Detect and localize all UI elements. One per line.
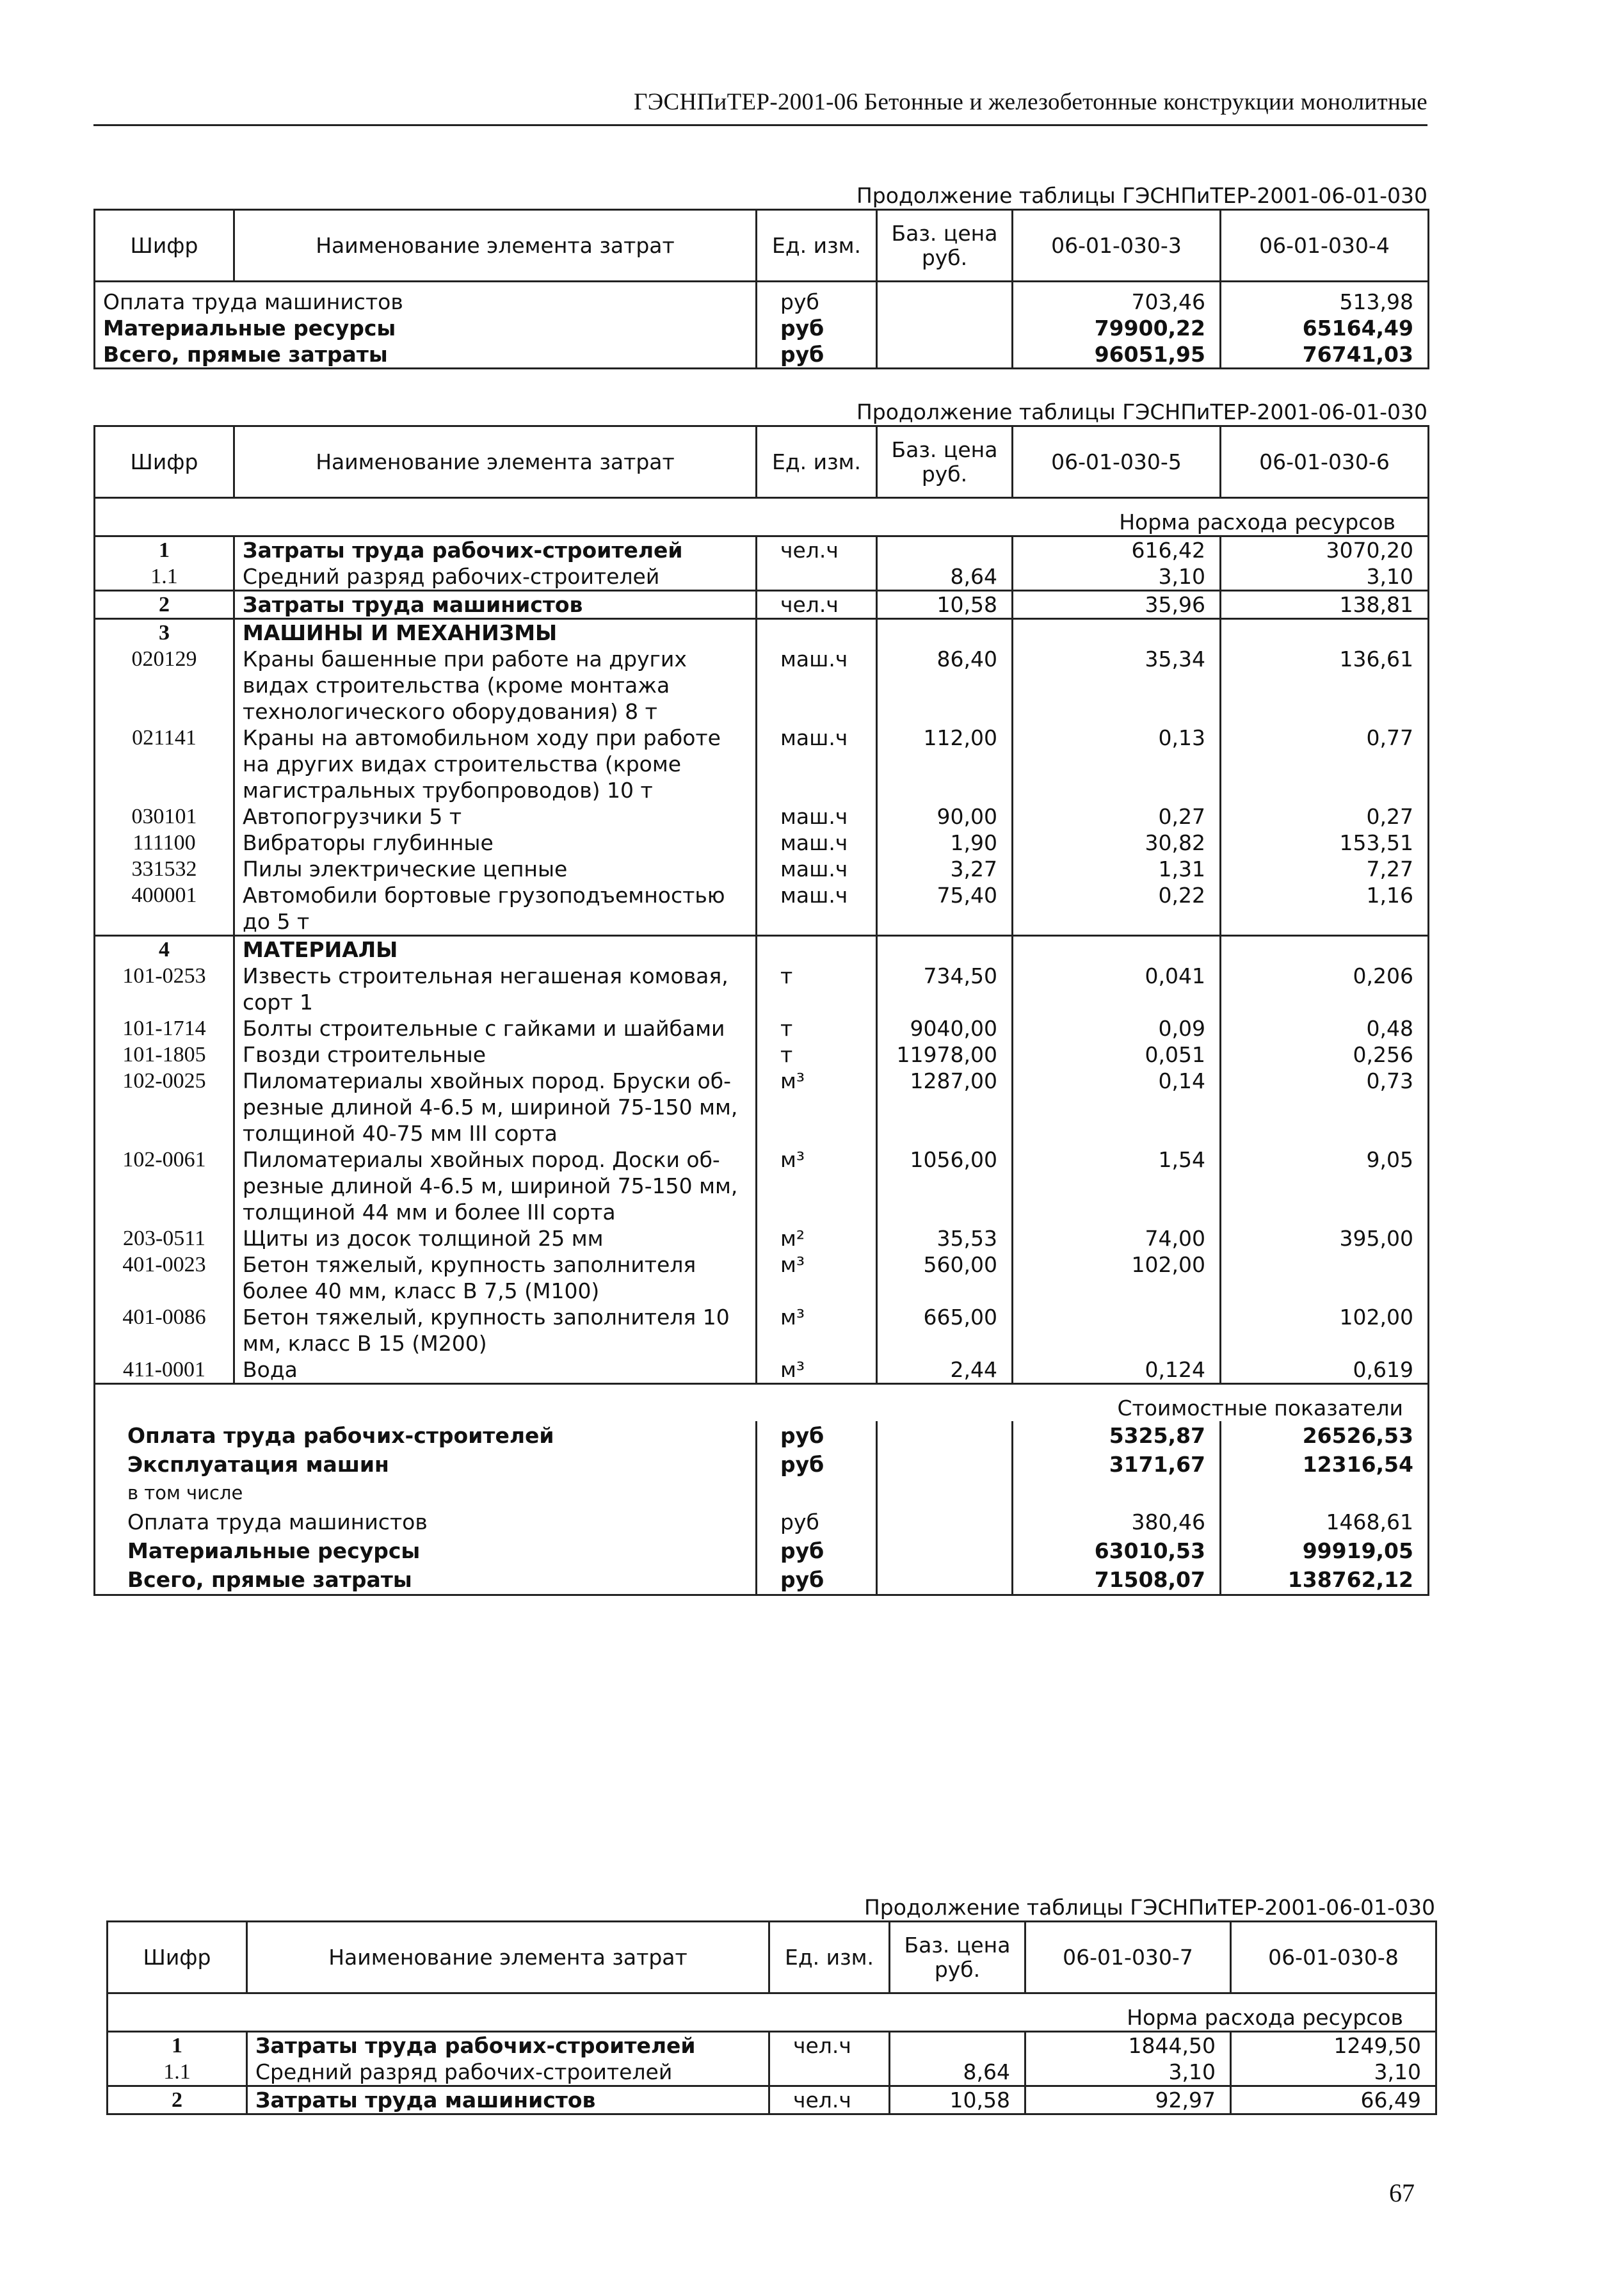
row-unit: чел.ч [757, 536, 877, 564]
row-unit [757, 619, 877, 647]
row-value-1: 0,041 [1013, 963, 1221, 1015]
row-unit: руб [757, 1421, 877, 1450]
row-name: Эксплуатация машин [95, 1450, 757, 1479]
row-code: 2 [108, 2086, 247, 2114]
row-unit: маш.ч [757, 830, 877, 856]
row-value-2: 0,48 [1221, 1015, 1429, 1042]
row-unit [757, 936, 877, 963]
row-price: 112,00 [877, 725, 1013, 803]
row-price: 11978,00 [877, 1042, 1013, 1068]
row-code: 203-0511 [95, 1225, 234, 1252]
row-price [877, 341, 1013, 369]
row-value-1: 0,14 [1013, 1068, 1221, 1147]
row-value-2: 513,98 [1221, 282, 1429, 316]
running-header: ГЭСНПиТЕР-2001-06 Бетонные и железобетонные конструкции монолитные [634, 89, 1427, 115]
row-value-1: 3,10 [1013, 563, 1221, 591]
row-unit: м³ [757, 1252, 877, 1304]
row-value-1: 71508,07 [1013, 1565, 1221, 1595]
row-value-1 [1013, 936, 1221, 963]
row-price: 35,53 [877, 1225, 1013, 1252]
row-code: 102-0025 [95, 1068, 234, 1147]
table2 [93, 425, 1429, 1596]
table1-header-row [95, 210, 1429, 282]
row-price: 8,64 [890, 2059, 1025, 2086]
row-value-1: 5325,87 [1013, 1421, 1221, 1450]
row-value-2 [1221, 1479, 1429, 1508]
row-price [877, 1508, 1013, 1536]
col-name-header: Наименование элемента затрат [234, 210, 757, 282]
table-row [95, 963, 1429, 1015]
table-row [95, 1147, 1429, 1225]
table-row [95, 1225, 1429, 1252]
table2-header-row [95, 426, 1429, 498]
col-code2-header: 06-01-030-6 [1221, 426, 1429, 498]
row-price [877, 936, 1013, 963]
row-name: Автомобили бортовые грузоподъемностью до 5 т [234, 882, 757, 936]
col-price-header: Баз. цена руб. [877, 426, 1013, 498]
table-row [95, 1068, 1429, 1147]
row-name: в том числе [95, 1479, 757, 1508]
row-name: Всего, прямые затраты [95, 341, 757, 369]
row-value-2: 3070,20 [1221, 536, 1429, 564]
table-row [95, 1042, 1429, 1068]
row-value-1: 74,00 [1013, 1225, 1221, 1252]
row-name: Вода [234, 1356, 757, 1384]
col-unit-header: Ед. изм. [757, 426, 877, 498]
row-value-2: 12316,54 [1221, 1450, 1429, 1479]
row-value-2: 138,81 [1221, 591, 1429, 619]
row-name: Материальные ресурсы [95, 315, 757, 341]
row-value-2: 99919,05 [1221, 1536, 1429, 1565]
table-row [95, 1450, 1429, 1479]
table-row [95, 830, 1429, 856]
row-name: Оплата труда рабочих-строителей [95, 1421, 757, 1450]
row-name: Вибраторы глубинные [234, 830, 757, 856]
row-value-2: 9,05 [1221, 1147, 1429, 1225]
row-unit: руб [757, 1450, 877, 1479]
row-code: 102-0061 [95, 1147, 234, 1225]
table-row [108, 2086, 1436, 2114]
row-name: Затраты труда рабочих-строителей [234, 536, 757, 564]
row-unit: м² [757, 1225, 877, 1252]
table-row [95, 856, 1429, 882]
row-unit: маш.ч [757, 725, 877, 803]
row-value-2 [1221, 619, 1429, 647]
table3-header-row [108, 1922, 1436, 1993]
row-unit: м³ [757, 1147, 877, 1225]
row-code: 1.1 [108, 2059, 247, 2086]
header-rule [93, 124, 1427, 126]
row-unit: руб [757, 282, 877, 316]
row-price: 1287,00 [877, 1068, 1013, 1147]
col-code-header: Шифр [95, 210, 234, 282]
cost-label-row [95, 1384, 1429, 1422]
col-code2-header: 06-01-030-8 [1231, 1922, 1436, 1993]
row-code: 1.1 [95, 563, 234, 591]
row-unit: т [757, 1042, 877, 1068]
row-code: 4 [95, 936, 234, 963]
row-price: 75,40 [877, 882, 1013, 936]
row-value-1: 703,46 [1013, 282, 1221, 316]
row-code: 401-0086 [95, 1304, 234, 1356]
table-row [95, 536, 1429, 564]
row-value-1: 0,27 [1013, 803, 1221, 830]
row-value-2: 76741,03 [1221, 341, 1429, 369]
row-value-1 [1013, 1304, 1221, 1356]
row-value-1: 1844,50 [1025, 2032, 1231, 2059]
row-unit: руб [757, 315, 877, 341]
row-value-2: 7,27 [1221, 856, 1429, 882]
row-price: 10,58 [877, 591, 1013, 619]
row-value-2: 102,00 [1221, 1304, 1429, 1356]
row-value-1: 1,54 [1013, 1147, 1221, 1225]
row-value-1: 35,96 [1013, 591, 1221, 619]
row-price: 1056,00 [877, 1147, 1013, 1225]
row-price [877, 1536, 1013, 1565]
row-code: 401-0023 [95, 1252, 234, 1304]
table-row [95, 1479, 1429, 1508]
row-name: Болты строительные с гайками и шайбами [234, 1015, 757, 1042]
table-row [95, 1356, 1429, 1384]
row-value-2: 0,77 [1221, 725, 1429, 803]
table-row [108, 2059, 1436, 2086]
col-code-header: Шифр [95, 426, 234, 498]
row-code: 111100 [95, 830, 234, 856]
row-value-1: 79900,22 [1013, 315, 1221, 341]
table-row [95, 282, 1429, 316]
cost-body [95, 1421, 1429, 1595]
page-number: 67 [1389, 2178, 1415, 2207]
row-price [877, 1421, 1013, 1450]
row-value-2: 66,49 [1231, 2086, 1436, 2114]
row-unit: м³ [757, 1356, 877, 1384]
row-value-1: 30,82 [1013, 830, 1221, 856]
row-price: 90,00 [877, 803, 1013, 830]
row-name: Бетон тяжелый, крупность заполнителя 10 мм, класс В 15 (М200) [234, 1304, 757, 1356]
table3-caption: Продолжение таблицы ГЭСНПиТЕР-2001-06-01-030 [864, 1895, 1435, 1920]
row-value-1: 1,31 [1013, 856, 1221, 882]
row-code: 021141 [95, 725, 234, 803]
row-value-1: 616,42 [1013, 536, 1221, 564]
row-name: МАТЕРИАЛЫ [234, 936, 757, 963]
row-price [877, 619, 1013, 647]
row-name: Средний разряд рабочих-строителей [234, 563, 757, 591]
row-code: 101-1805 [95, 1042, 234, 1068]
row-code: 101-0253 [95, 963, 234, 1015]
row-price [877, 1450, 1013, 1479]
row-value-2: 65164,49 [1221, 315, 1429, 341]
row-name: Затраты труда машинистов [234, 591, 757, 619]
row-name: Известь строительная негашеная комовая, сорт 1 [234, 963, 757, 1015]
row-unit: чел.ч [769, 2032, 890, 2059]
table-row [95, 882, 1429, 936]
row-name: Пилы электрические цепные [234, 856, 757, 882]
row-unit: м³ [757, 1304, 877, 1356]
row-unit: руб [757, 341, 877, 369]
row-unit: м³ [757, 1068, 877, 1147]
row-name: Пиломатериалы хвойных пород. Доски об-резные длиной 4-6.5 м, шириной 75-150 мм, толщиной 44 мм и более III сорта [234, 1147, 757, 1225]
row-unit: чел.ч [757, 591, 877, 619]
row-code: 030101 [95, 803, 234, 830]
row-value-2: 0,206 [1221, 963, 1429, 1015]
row-price: 9040,00 [877, 1015, 1013, 1042]
row-price: 560,00 [877, 1252, 1013, 1304]
row-name: Затраты труда машинистов [247, 2086, 769, 2114]
row-code: 1 [95, 536, 234, 564]
row-name: МАШИНЫ И МЕХАНИЗМЫ [234, 619, 757, 647]
row-value-1: 35,34 [1013, 646, 1221, 725]
row-name: Затраты труда рабочих-строителей [247, 2032, 769, 2059]
row-code: 411-0001 [95, 1356, 234, 1384]
row-name: Материальные ресурсы [95, 1536, 757, 1565]
row-value-1: 102,00 [1013, 1252, 1221, 1304]
row-unit: т [757, 963, 877, 1015]
row-unit [769, 2059, 890, 2086]
row-value-1: 3171,67 [1013, 1450, 1221, 1479]
row-price: 10,58 [890, 2086, 1025, 2114]
norm-label: Норма расхода ресурсов [108, 1993, 1436, 2032]
col-unit-header: Ед. изм. [757, 210, 877, 282]
row-name: Гвозди строительные [234, 1042, 757, 1068]
row-name: Краны башенные при работе на других видах строительства (кроме монтажа технологического оборудования) 8 т [234, 646, 757, 725]
table-row [95, 591, 1429, 619]
row-name: Пиломатериалы хвойных пород. Бруски об-резные длиной 4-6.5 м, шириной 75-150 мм, толщиной 40-75 мм III сорта [234, 1068, 757, 1147]
row-value-1: 0,22 [1013, 882, 1221, 936]
row-value-2: 1468,61 [1221, 1508, 1429, 1536]
row-name: Всего, прямые затраты [95, 1565, 757, 1595]
row-price: 3,27 [877, 856, 1013, 882]
table-row [95, 936, 1429, 963]
row-unit: руб [757, 1508, 877, 1536]
col-price-header: Баз. цена руб. [877, 210, 1013, 282]
row-value-2: 3,10 [1231, 2059, 1436, 2086]
row-value-1: 92,97 [1025, 2086, 1231, 2114]
table-row [95, 1565, 1429, 1595]
row-name: Щиты из досок толщиной 25 мм [234, 1225, 757, 1252]
row-value-2 [1221, 1252, 1429, 1304]
row-unit [757, 1479, 877, 1508]
row-value-2: 153,51 [1221, 830, 1429, 856]
row-price: 734,50 [877, 963, 1013, 1015]
row-unit: маш.ч [757, 856, 877, 882]
table-row [108, 2032, 1436, 2059]
table2-body [95, 536, 1429, 1384]
row-name: Краны на автомобильном ходу при работе на других видах строительства (кроме магистральных трубопроводов) 10 т [234, 725, 757, 803]
row-value-2: 0,73 [1221, 1068, 1429, 1147]
row-price [877, 315, 1013, 341]
row-value-1: 380,46 [1013, 1508, 1221, 1536]
row-value-2: 0,256 [1221, 1042, 1429, 1068]
row-unit: т [757, 1015, 877, 1042]
row-unit: руб [757, 1565, 877, 1595]
table1-caption: Продолжение таблицы ГЭСНПиТЕР-2001-06-01-030 [856, 183, 1427, 208]
row-unit: маш.ч [757, 646, 877, 725]
row-code: 020129 [95, 646, 234, 725]
row-name: Средний разряд рабочих-строителей [247, 2059, 769, 2086]
row-value-1 [1013, 619, 1221, 647]
row-price: 665,00 [877, 1304, 1013, 1356]
row-price: 86,40 [877, 646, 1013, 725]
row-price [877, 282, 1013, 316]
row-code: 101-1714 [95, 1015, 234, 1042]
row-value-1: 0,09 [1013, 1015, 1221, 1042]
table-row [95, 803, 1429, 830]
row-code: 331532 [95, 856, 234, 882]
row-price: 8,64 [877, 563, 1013, 591]
row-value-1: 63010,53 [1013, 1536, 1221, 1565]
table3 [106, 1920, 1437, 2115]
row-code: 2 [95, 591, 234, 619]
row-code: 1 [108, 2032, 247, 2059]
table-row [95, 315, 1429, 341]
col-code1-header: 06-01-030-5 [1013, 426, 1221, 498]
table-row [95, 646, 1429, 725]
norm-label: Норма расхода ресурсов [95, 498, 1429, 536]
row-price [890, 2032, 1025, 2059]
col-code1-header: 06-01-030-3 [1013, 210, 1221, 282]
row-price [877, 1565, 1013, 1595]
row-value-2: 26526,53 [1221, 1421, 1429, 1450]
table-row [95, 619, 1429, 647]
table-row [95, 1304, 1429, 1356]
row-name: Оплата труда машинистов [95, 282, 757, 316]
table3-body [108, 2032, 1436, 2114]
table-row [95, 341, 1429, 369]
row-value-2: 395,00 [1221, 1225, 1429, 1252]
row-value-1: 96051,95 [1013, 341, 1221, 369]
table-row [95, 1252, 1429, 1304]
cost-label: Стоимостные показатели [95, 1384, 1429, 1422]
row-value-1: 0,124 [1013, 1356, 1221, 1384]
col-code-header: Шифр [108, 1922, 247, 1993]
row-value-2: 136,61 [1221, 646, 1429, 725]
row-value-2 [1221, 936, 1429, 963]
table-row [95, 1536, 1429, 1565]
row-value-2: 0,27 [1221, 803, 1429, 830]
row-value-1 [1013, 1479, 1221, 1508]
norm-label-row [108, 1993, 1436, 2032]
row-value-1: 0,051 [1013, 1042, 1221, 1068]
row-price: 1,90 [877, 830, 1013, 856]
row-name: Бетон тяжелый, крупность заполнителя более 40 мм, класс В 7,5 (М100) [234, 1252, 757, 1304]
row-value-1: 0,13 [1013, 725, 1221, 803]
row-value-2: 1249,50 [1231, 2032, 1436, 2059]
row-unit: маш.ч [757, 803, 877, 830]
row-value-2: 0,619 [1221, 1356, 1429, 1384]
col-name-header: Наименование элемента затрат [234, 426, 757, 498]
row-value-1: 3,10 [1025, 2059, 1231, 2086]
col-price-header: Баз. цена руб. [890, 1922, 1025, 1993]
row-code: 3 [95, 619, 234, 647]
row-price [877, 536, 1013, 564]
row-value-2: 1,16 [1221, 882, 1429, 936]
table-row [95, 1015, 1429, 1042]
norm-label-row [95, 498, 1429, 536]
row-unit [757, 563, 877, 591]
col-code2-header: 06-01-030-4 [1221, 210, 1429, 282]
col-name-header: Наименование элемента затрат [247, 1922, 769, 1993]
row-name: Автопогрузчики 5 т [234, 803, 757, 830]
row-name: Оплата труда машинистов [95, 1508, 757, 1536]
row-value-2: 3,10 [1221, 563, 1429, 591]
row-unit: руб [757, 1536, 877, 1565]
table2-caption: Продолжение таблицы ГЭСНПиТЕР-2001-06-01-030 [856, 399, 1427, 424]
col-code1-header: 06-01-030-7 [1025, 1922, 1231, 1993]
row-price: 2,44 [877, 1356, 1013, 1384]
table-row [95, 563, 1429, 591]
table-row [95, 1421, 1429, 1450]
row-code: 400001 [95, 882, 234, 936]
table-row [95, 725, 1429, 803]
col-unit-header: Ед. изм. [769, 1922, 890, 1993]
row-value-2: 138762,12 [1221, 1565, 1429, 1595]
table1 [93, 209, 1429, 369]
row-unit: маш.ч [757, 882, 877, 936]
row-price [877, 1479, 1013, 1508]
row-unit: чел.ч [769, 2086, 890, 2114]
table-row [95, 1508, 1429, 1536]
